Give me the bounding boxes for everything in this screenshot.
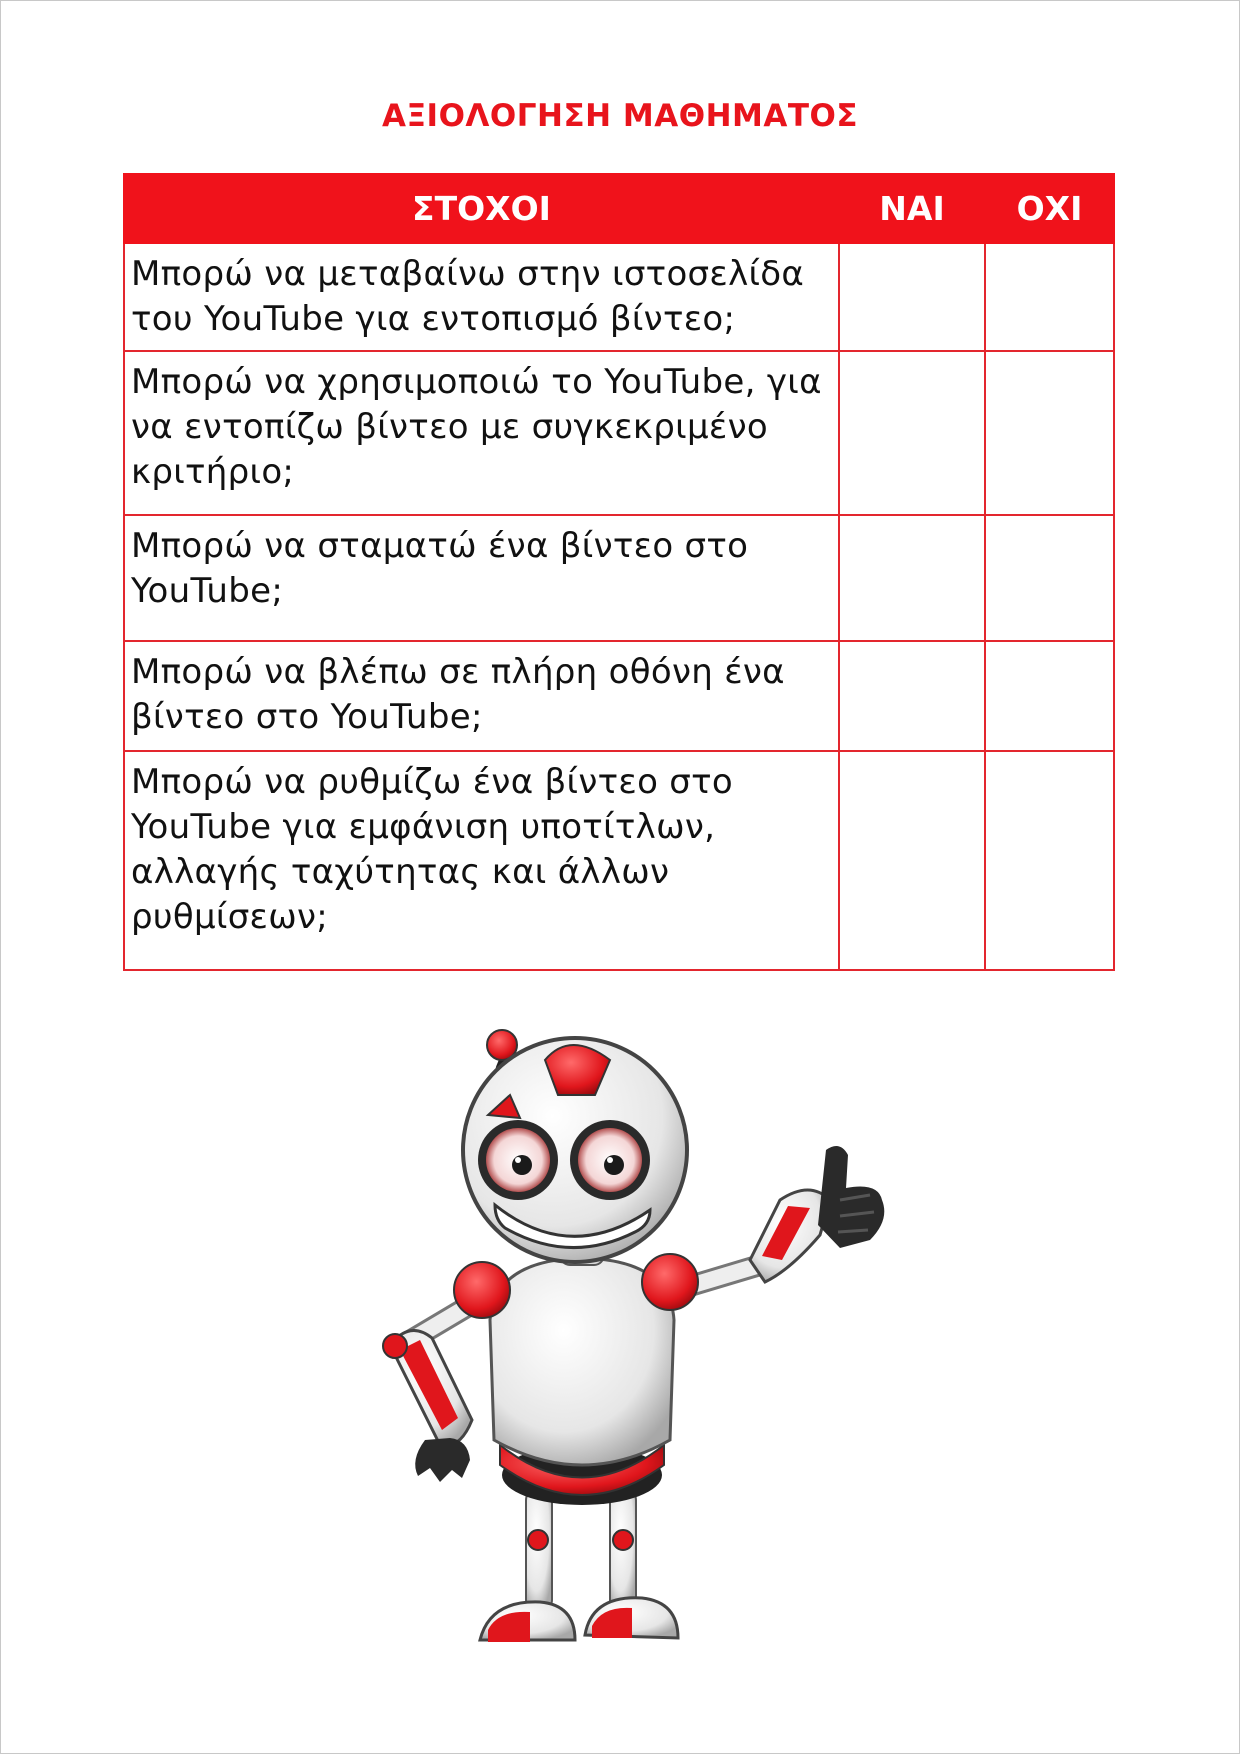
table-header-row (124, 174, 1114, 243)
right-shoulder (642, 1254, 698, 1310)
yes-checkbox-cell[interactable] (839, 751, 985, 970)
yes-checkbox-cell[interactable] (839, 243, 985, 351)
robot-thumbs-up-illustration (370, 1020, 910, 1700)
no-checkbox-cell[interactable] (985, 351, 1114, 515)
goal-cell: Μπορώ να σταματώ ένα βίντεο στο YouTube; (124, 515, 839, 641)
left-shoulder (454, 1262, 510, 1318)
table-row (124, 751, 1114, 970)
table-row (124, 641, 1114, 751)
no-checkbox-cell[interactable] (985, 751, 1114, 970)
table-row (124, 515, 1114, 641)
head (463, 1038, 687, 1262)
evaluation-table (123, 173, 1115, 971)
yes-checkbox-cell[interactable] (839, 515, 985, 641)
right-arm (670, 1146, 884, 1292)
no-checkbox-cell[interactable] (985, 641, 1114, 751)
table-row (124, 351, 1114, 515)
table-row (124, 243, 1114, 351)
no-checkbox-cell[interactable] (985, 243, 1114, 351)
yes-checkbox-cell[interactable] (839, 641, 985, 751)
goal-cell: Μπορώ να ρυθμίζω ένα βίντεο στο YouTube για εμφάνιση υποτίτλων, αλλαγής ταχύτητας και άλλων ρυθμίσεων; (124, 751, 839, 970)
goal-cell: Μπορώ να βλέπω σε πλήρη οθόνη ένα βίντεο στο YouTube; (124, 641, 839, 751)
goal-cell: Μπορώ να χρησιμοποιώ το YouTube, για να εντοπίζω βίντεο με συγκεκριμένο κριτήριο; (124, 351, 839, 515)
header-no: ΟΧΙ (985, 174, 1114, 243)
legs (480, 1490, 678, 1642)
page-title: ΑΞΙΟΛΟΓΗΣΗ ΜΑΘΗΜΑΤΟΣ (381, 98, 859, 134)
header-goals: ΣΤΟΧΟΙ (124, 174, 839, 243)
goal-cell: Μπορώ να μεταβαίνω στην ιστοσελίδα του YouTube για εντοπισμό βίντεο; (124, 243, 839, 351)
no-checkbox-cell[interactable] (985, 515, 1114, 641)
header-yes: ΝΑΙ (839, 174, 985, 243)
left-arm (383, 1298, 482, 1482)
yes-checkbox-cell[interactable] (839, 351, 985, 515)
